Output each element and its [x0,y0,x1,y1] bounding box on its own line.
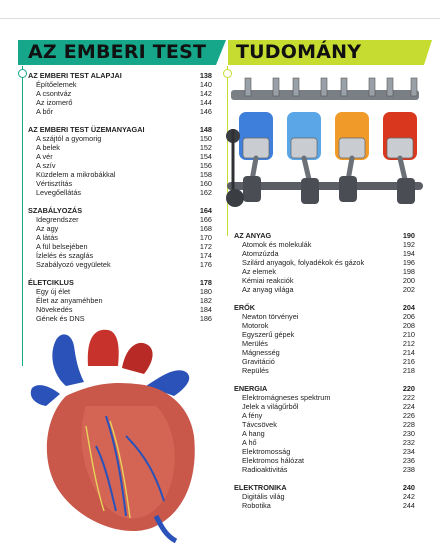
toc-entry-label: Elektromágneses spektrum [242,393,331,402]
toc-entry-label: Vértisztítás [36,179,73,188]
toc-entry-page: 172 [199,242,212,251]
toc-entry-label: Növekedés [36,305,73,314]
toc-entry-label: Az anyag világa [242,285,294,294]
toc-entry-page: 236 [402,456,415,465]
toc-entry-page: 146 [199,107,212,116]
toc-entry[interactable] [28,107,212,116]
toc-section-title: ENERGIA [234,384,268,393]
toc-entry[interactable] [28,170,212,179]
toc-entry-page: 166 [199,215,212,224]
toc-entry-page: 234 [402,447,415,456]
toc-entry[interactable] [28,233,212,242]
toc-entry-label: A fül belsejében [36,242,88,251]
toc-entry[interactable] [234,501,415,510]
toc-entry[interactable] [234,321,415,330]
toc-section-heading[interactable] [234,303,415,312]
toc-entry-page: 212 [402,339,415,348]
toc-entry-label: A szájtól a gyomorig [36,134,102,143]
toc-section-heading[interactable] [234,384,415,393]
toc-entry[interactable] [234,285,415,294]
toc-entry[interactable] [28,287,212,296]
section-spacer [28,197,212,206]
toc-entry[interactable] [234,429,415,438]
toc-entry[interactable] [28,305,212,314]
toc-entry-label: Az elemek [242,267,277,276]
toc-entry-page: 210 [402,330,415,339]
toc-entry[interactable] [234,267,415,276]
toc-entry-label: Levegőellátás [36,188,82,197]
toc-entry-page: 202 [402,285,415,294]
section-spacer [28,269,212,278]
toc-entry-page: 224 [402,402,415,411]
toc-section-page: 190 [402,231,415,240]
toc-entry[interactable] [234,420,415,429]
toc-entry-page: 184 [199,305,212,314]
toc-section-title: ERŐK [234,303,256,312]
toc-entry-label: A hő [242,438,257,447]
top-rule [0,18,440,19]
toc-entry[interactable] [234,393,415,402]
toc-entry-label: Motorok [242,321,269,330]
toc-section-page: 164 [199,206,212,215]
toc-entry[interactable] [234,465,415,474]
toc-entry-label: Szabályozó vegyületek [36,260,111,269]
toc-entry-label: Robotika [242,501,271,510]
toc-entry-label: A csontváz [36,89,72,98]
toc-entry[interactable] [28,179,212,188]
toc-section-page: 178 [199,278,212,287]
toc-section-heading[interactable] [234,231,415,240]
left-timeline-line [22,66,23,366]
toc-entry-page: 142 [199,89,212,98]
toc-entry-label: Idegrendszer [36,215,79,224]
toc-entry-label: A belek [36,143,60,152]
toc-section-title: AZ EMBERI TEST ÜZEMANYAGAI [28,125,145,134]
toc-entry-page: 182 [199,296,212,305]
toc-entry[interactable] [28,296,212,305]
toc-entry[interactable] [234,258,415,267]
toc-entry-label: Digitális világ [242,492,285,501]
toc-entry[interactable] [28,251,212,260]
toc-entry[interactable] [28,314,212,323]
toc-entry-page: 216 [402,357,415,366]
toc-section-title: SZABÁLYOZÁS [28,206,83,215]
toc-entry[interactable] [234,348,415,357]
toc-entry-label: Egyszerű gépek [242,330,295,339]
toc-entry[interactable] [28,152,212,161]
toc-entry-page: 152 [199,143,212,152]
toc-entry-label: Gravitáció [242,357,275,366]
toc-section-heading[interactable] [28,278,212,287]
toc-entry[interactable] [234,240,415,249]
toc-section-page: 204 [402,303,415,312]
toc-entry[interactable] [234,438,415,447]
toc-entry-page: 226 [402,411,415,420]
toc-entry-label: A látás [36,233,58,242]
toc-entry[interactable] [28,143,212,152]
heart-illustration [26,326,206,546]
toc-entry[interactable] [234,276,415,285]
left-table-of-contents [28,71,212,323]
toc-entry-label: Kémiai reakciók [242,276,294,285]
toc-entry-label: Küzdelem a mikrobákkal [36,170,116,179]
left-bullet-icon [18,69,27,78]
toc-entry-page: 198 [402,267,415,276]
toc-entry-page: 140 [199,80,212,89]
toc-entry[interactable] [28,80,212,89]
toc-entry[interactable] [28,224,212,233]
toc-entry-label: Építőelemek [36,80,77,89]
toc-entry-page: 150 [199,134,212,143]
toc-entry[interactable] [234,456,415,465]
toc-entry-label: Ízlelés és szaglás [36,251,94,260]
toc-entry-label: A hang [242,429,265,438]
toc-entry-page: 160 [199,179,212,188]
toc-entry-page: 238 [402,465,415,474]
toc-entry-label: A fény [242,411,263,420]
toc-entry-label: Élet az anyaméhben [36,296,103,305]
toc-entry-page: 174 [199,251,212,260]
toc-entry-label: Jelek a világűrből [242,402,299,411]
toc-entry[interactable] [234,447,415,456]
toc-entry-page: 244 [402,501,415,510]
toc-entry-label: Radioaktivitás [242,465,288,474]
toc-entry-page: 206 [402,312,415,321]
toc-section-title: AZ EMBERI TEST ALAPJAI [28,71,122,80]
toc-entry-page: 154 [199,152,212,161]
toc-entry-page: 194 [402,249,415,258]
toc-entry[interactable] [28,188,212,197]
toc-entry[interactable] [28,134,212,143]
toc-section-page: 240 [402,483,415,492]
toc-entry[interactable] [234,330,415,339]
toc-section-page: 220 [402,384,415,393]
toc-entry[interactable] [28,98,212,107]
toc-entry-page: 170 [199,233,212,242]
toc-entry-label: Szilárd anyagok, folyadékok és gázok [242,258,365,267]
toc-entry-page: 180 [199,287,212,296]
toc-entry-page: 208 [402,321,415,330]
toc-entry-label: Newton törvényei [242,312,299,321]
section-spacer [234,474,415,483]
section-spacer [28,116,212,125]
section-spacer [234,375,415,384]
toc-entry[interactable] [234,366,415,375]
toc-entry-label: Gének és DNS [36,314,85,323]
toc-entry-label: Az agy [36,224,59,233]
toc-entry[interactable] [234,249,415,258]
toc-entry-label: A szív [36,161,56,170]
toc-entry-page: 168 [199,224,212,233]
toc-entry-page: 156 [199,161,212,170]
toc-entry-page: 186 [199,314,212,323]
toc-entry-page: 162 [199,188,212,197]
toc-entry-page: 222 [402,393,415,402]
toc-entry-page: 192 [402,240,415,249]
toc-entry[interactable] [28,242,212,251]
toc-entry-page: 218 [402,366,415,375]
toc-entry-page: 242 [402,492,415,501]
toc-section-heading[interactable] [28,125,212,134]
toc-entry-page: 176 [199,260,212,269]
toc-entry-label: Elektromos hálózat [242,456,305,465]
toc-entry[interactable] [28,161,212,170]
toc-entry-label: Repülés [242,366,269,375]
toc-entry-label: A bőr [36,107,54,116]
toc-entry[interactable] [234,492,415,501]
toc-section-heading[interactable] [28,206,212,215]
toc-section-heading[interactable] [28,71,212,80]
toc-entry-page: 158 [199,170,212,179]
section-spacer [234,294,415,303]
toc-entry-label: Atomzúzda [242,249,279,258]
toc-section-page: 148 [199,125,212,134]
toc-section-page: 138 [199,71,212,80]
toc-entry-page: 230 [402,429,415,438]
toc-section-title: ELEKTRONIKA [234,483,287,492]
section-banner-science: TUDOMÁNY [228,40,424,65]
toc-section-heading[interactable] [234,483,415,492]
toc-entry-label: A vér [36,152,53,161]
toc-entry-page: 228 [402,420,415,429]
toc-entry-page: 214 [402,348,415,357]
toc-entry-page: 200 [402,276,415,285]
toc-entry-label: Merülés [242,339,268,348]
toc-entry-label: Az izomerő [36,98,73,107]
toc-entry[interactable] [234,411,415,420]
engine-illustration [225,76,425,226]
toc-section-title: AZ ANYAG [234,231,272,240]
toc-entry[interactable] [28,89,212,98]
toc-entry-label: Elektromosság [242,447,291,456]
toc-entry-label: Egy új élet [36,287,71,296]
toc-entry-label: Atomok és molekulák [242,240,312,249]
toc-entry-label: Távcsövek [242,420,277,429]
toc-section-title: ÉLETCIKLUS [28,278,74,287]
toc-entry[interactable] [28,215,212,224]
toc-entry[interactable] [234,339,415,348]
toc-entry-page: 144 [199,98,212,107]
toc-entry-label: Mágnesség [242,348,280,357]
section-banner-human-body: AZ EMBERI TEST [18,40,216,65]
toc-entry-page: 196 [402,258,415,267]
toc-entry[interactable] [234,357,415,366]
toc-entry[interactable] [28,260,212,269]
toc-entry[interactable] [234,402,415,411]
right-table-of-contents [234,231,415,510]
toc-entry-page: 232 [402,438,415,447]
toc-entry[interactable] [234,312,415,321]
